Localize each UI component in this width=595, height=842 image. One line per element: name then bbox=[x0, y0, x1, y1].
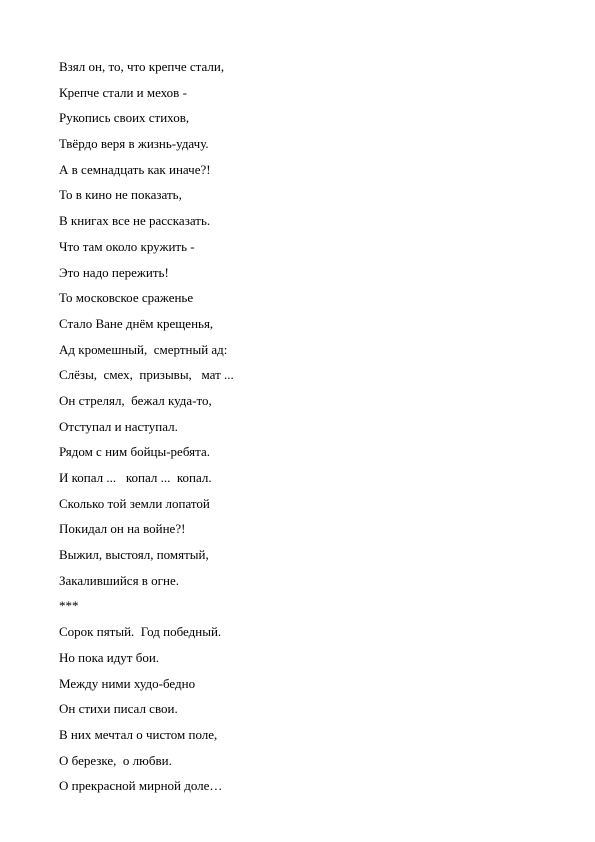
poem-line: О березке, о любви. bbox=[59, 752, 172, 768]
poem-line: Сорок пятый. Год победный. bbox=[59, 624, 222, 640]
poem-line: Он стрелял, бежал куда-то, bbox=[59, 392, 212, 408]
poem-line: Взял он, то, что крепче стали, bbox=[59, 59, 225, 74]
poem-line: Рукопись своих стихов, bbox=[59, 110, 190, 126]
poem-line: О прекрасной мирной доле… bbox=[59, 778, 223, 794]
poem-line: Покидал он на войне?! bbox=[59, 521, 186, 537]
poem-text bbox=[59, 58, 559, 803]
poem-line: Крепче стали и мехов - bbox=[59, 84, 187, 100]
poem-line: Отступал и наступал. bbox=[59, 418, 178, 434]
poem-line: Выжил, выстоял, помятый, bbox=[59, 547, 209, 563]
poem-line: Что там около кружить - bbox=[59, 238, 195, 254]
poem-line: Стало Ване днём крещенья, bbox=[59, 315, 214, 331]
poem-line: То московское сраженье bbox=[59, 290, 194, 306]
poem-line: Ад кромешный, смертный ад: bbox=[59, 341, 228, 357]
section-divider: *** bbox=[59, 598, 79, 614]
poem-line: Но пока идут бои. bbox=[59, 649, 160, 665]
poem-line: Рядом с ним бойцы-ребята. bbox=[59, 444, 210, 460]
poem-line: Слёзы, смех, призывы, мат ... bbox=[59, 367, 234, 383]
poem-line: Сколько той земли лопатой bbox=[59, 495, 210, 511]
poem-line: В них мечтал о чистом поле, bbox=[59, 726, 218, 742]
poem-line: Твёрдо веря в жизнь-удачу. bbox=[59, 136, 209, 152]
poem-line: Он стихи писал свои. bbox=[59, 701, 178, 717]
poem-line: И копал ... копал ... копал. bbox=[59, 470, 212, 485]
poem-line: Закалившийся в огне. bbox=[59, 572, 179, 588]
poem-line: А в семнадцать как иначе?! bbox=[59, 161, 211, 177]
poem-line: В книгах все не рассказать. bbox=[59, 213, 211, 229]
poem-line: То в кино не показать, bbox=[59, 187, 182, 203]
poem-line: Это надо пережить! bbox=[59, 264, 169, 280]
poem-line: Между ними худо-бедно bbox=[59, 675, 196, 691]
